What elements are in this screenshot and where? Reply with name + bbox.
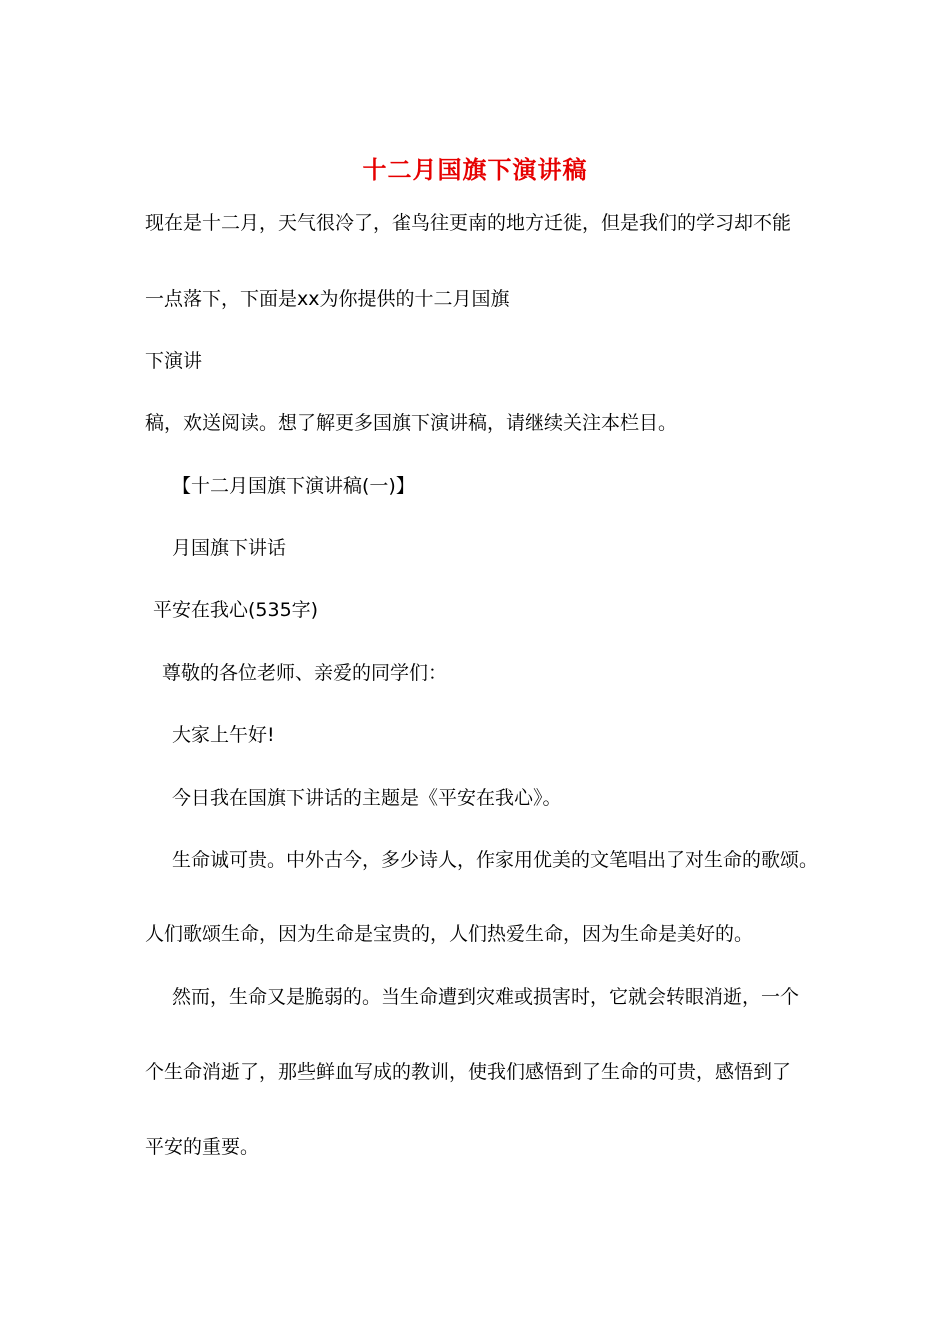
salutation: 尊敬的各位老师、亲爱的同学们： [162, 662, 448, 684]
speech-title: 平安在我心(535字) [153, 599, 319, 621]
paragraph-line: 下演讲 [145, 350, 203, 372]
greeting: 大家上午好! [172, 724, 275, 746]
paragraph-line: 个生命消逝了，那些鲜血写成的教训，使我们感悟到了生命的可贵，感悟到了 [145, 1061, 792, 1083]
paragraph-line: 然而，生命又是脆弱的。当生命遭到灾难或损害时，它就会转眼消逝，一个 [172, 986, 800, 1008]
document-title: 十二月国旗下演讲稿 [362, 156, 588, 184]
paragraph-line: 月国旗下讲话 [172, 537, 287, 559]
paragraph-line: 稿，欢送阅读。想了解更多国旗下演讲稿，请继续关注本栏目。 [145, 412, 678, 434]
paragraph-line: 平安的重要。 [145, 1136, 260, 1158]
paragraph-line: 一点落下，下面是xx为你提供的十二月国旗 [145, 288, 510, 310]
paragraph-line: 生命诚可贵。中外古今，多少诗人，作家用优美的文笔唱出了对生命的歌颂。 [172, 849, 819, 871]
paragraph-line: 现在是十二月，天气很冷了，雀鸟往更南的地方迁徙，但是我们的学习却不能 [145, 212, 792, 234]
paragraph-line: 人们歌颂生命，因为生命是宝贵的，人们热爱生命，因为生命是美好的。 [145, 923, 754, 945]
section-heading: 【十二月国旗下演讲稿(一)】 [172, 475, 415, 497]
paragraph-line: 今日我在国旗下讲话的主题是《平安在我心》。 [172, 787, 562, 809]
